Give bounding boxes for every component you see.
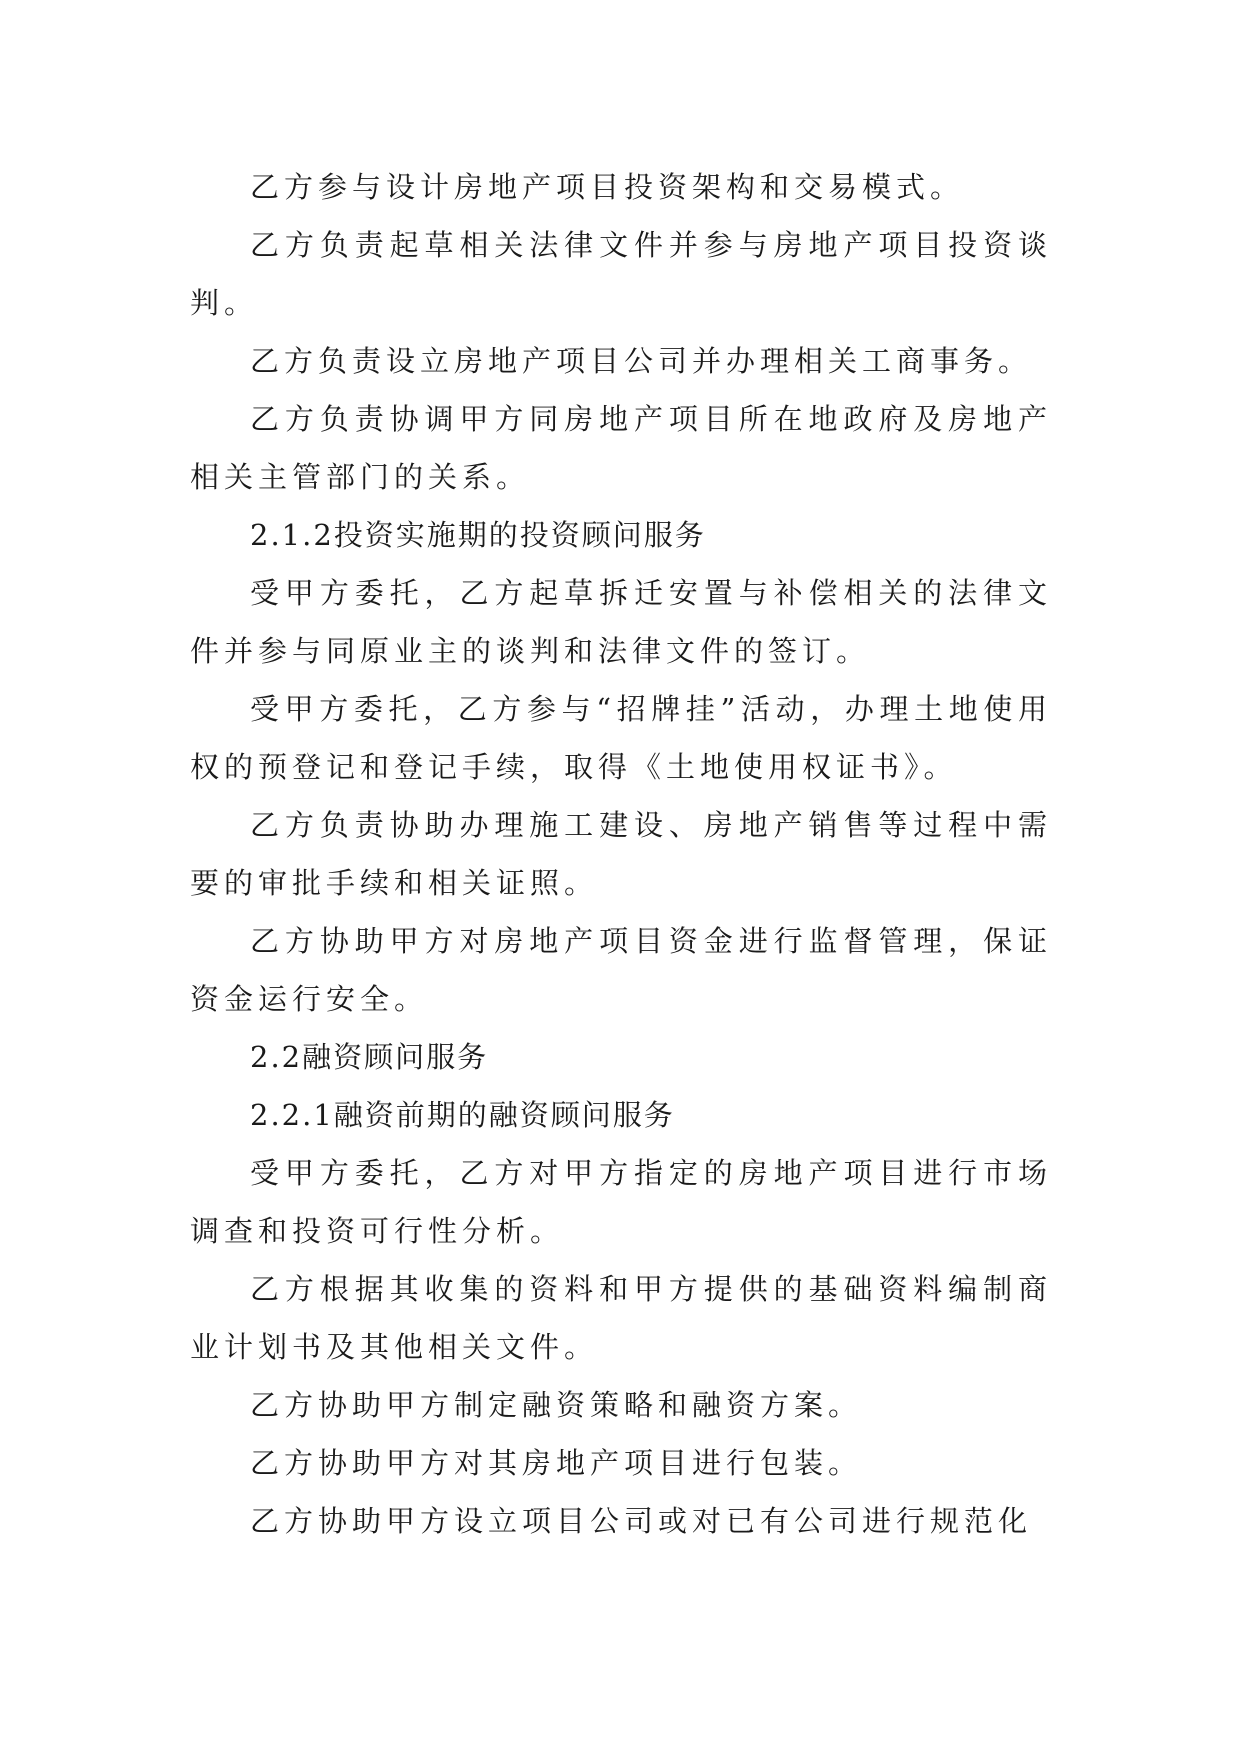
document-body: [190, 158, 1052, 1550]
paragraph: 受甲方委托，乙方起草拆迁安置与补偿相关的法律文件并参与同原业主的谈判和法律文件的签订。: [190, 576, 1052, 668]
paragraph: 乙方协助甲方对房地产项目资金进行监督管理，保证资金运行安全。: [190, 924, 1052, 1016]
paragraph: 乙方负责协助办理施工建设、房地产销售等过程中需要的审批手续和相关证照。: [190, 808, 1052, 900]
paragraph: 乙方参与设计房地产项目投资架构和交易模式。: [250, 170, 965, 204]
section-heading: 2.2融资顾问服务: [250, 1040, 489, 1074]
paragraph: 乙方负责协调甲方同房地产项目所在地政府及房地产相关主管部门的关系。: [190, 402, 1052, 494]
paragraph: 乙方负责设立房地产项目公司并办理相关工商事务。: [250, 344, 1033, 378]
section-heading: 2.1.2投资实施期的投资顾问服务: [250, 518, 706, 552]
paragraph: 乙方负责起草相关法律文件并参与房地产项目投资谈判。: [190, 228, 1052, 320]
paragraph: 受甲方委托，乙方参与“招牌挂”活动，办理土地使用权的预登记和登记手续，取得《土地使用权证书》。: [190, 692, 1052, 784]
paragraph: 乙方根据其收集的资料和甲方提供的基础资料编制商业计划书及其他相关文件。: [190, 1272, 1052, 1364]
paragraph: 乙方协助甲方对其房地产项目进行包装。: [250, 1446, 863, 1480]
paragraph: 乙方协助甲方制定融资策略和融资方案。: [250, 1388, 863, 1422]
section-heading: 2.2.1融资前期的融资顾问服务: [250, 1098, 675, 1132]
paragraph: 乙方协助甲方设立项目公司或对已有公司进行规范化: [250, 1504, 1033, 1538]
paragraph: 受甲方委托，乙方对甲方指定的房地产项目进行市场调查和投资可行性分析。: [190, 1156, 1052, 1248]
